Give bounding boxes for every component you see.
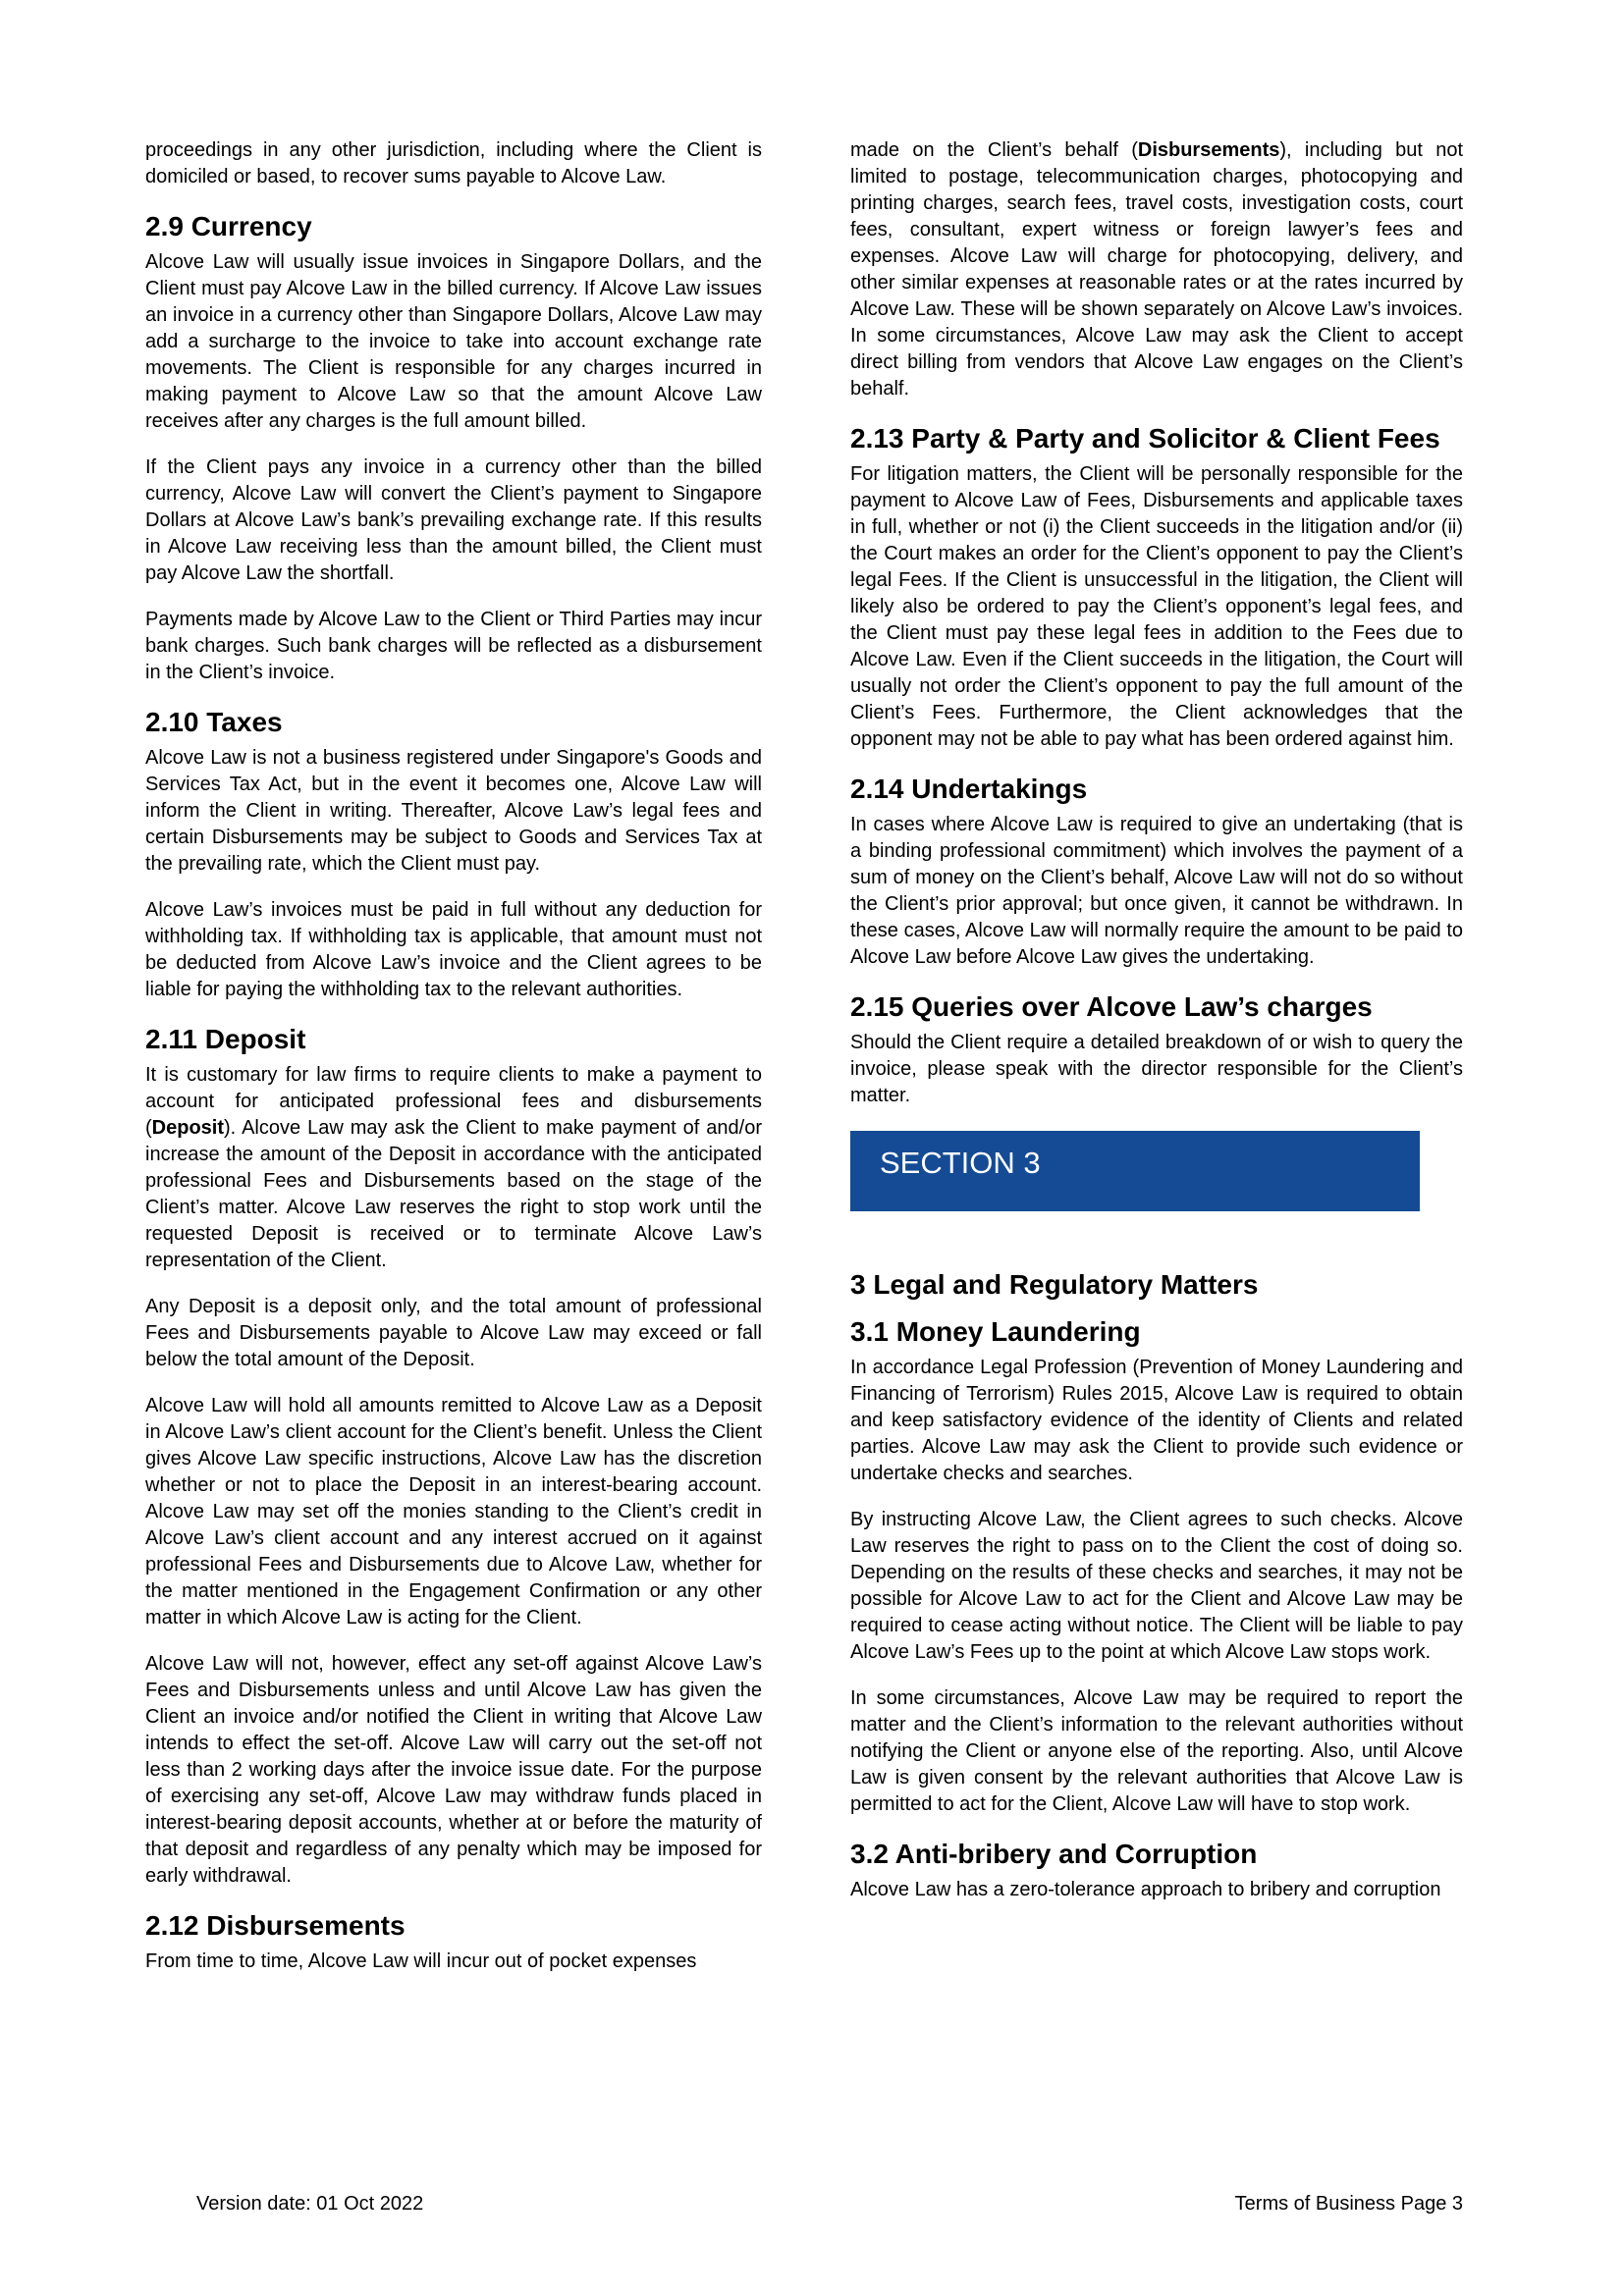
heading-2-15-queries-over-charges: 2.15 Queries over Alcove Law’s charges <box>850 991 1373 1022</box>
paragraph-deposit-1 <box>145 1062 762 1274</box>
paragraph-anti-bribery-1: Alcove Law has a zero-tolerance approach to bribery and corruption <box>850 1879 1441 1900</box>
paragraph-taxes-2: Alcove Law’s invoices must be paid in full without any deduction for withholding tax. If withholding tax is applicable, that amount must not be deducted from Alcove Law’s invoice and the Client agrees to be liable for paying the withholding tax to the relevant authorities. <box>145 899 762 1000</box>
deposit-1-pre: It is customary for law firms to require clients to make a payment to account for anticipated professional fees and disbursements ( <box>145 1064 762 1139</box>
disbursements-cont-post: ), including but not limited to postage, telecommunication charges, photocopying and printing charges, search fees, travel costs, investigation costs, court fees, consultant, expert witness or foreign lawyer’s fees and expenses. Alcove Law will charge for photocopying, delivery, and other similar expenses at reasonable rates or at the rates incurred by Alcove Law. These will be shown separately on Alcove Law’s invoices. In some circumstances, Alcove Law may ask the Client to accept direct billing from vendors that Alcove Law engages on the Client’s behalf. <box>850 139 1463 400</box>
heading-3-legal-and-regulatory-matters: 3 Legal and Regulatory Matters <box>850 1269 1259 1300</box>
paragraph-money-laundering-3: In some circumstances, Alcove Law may be required to report the matter and the Client’s information to the relevant authorities without notifying the Client or anyone else of the reporting. Also, until Alcove Law is given consent by the relevant authorities that Alcove Law is permitted to act for the Client, Alcove Law will have to stop work. <box>850 1687 1463 1815</box>
paragraph-deposit-3: Alcove Law will hold all amounts remitted to Alcove Law as a Deposit in Alcove Law’s client account for the Client’s benefit. Unless the Client gives Alcove Law specific instructions, Alcove Law has the discretion whether or not to place the Deposit in an interest-bearing account. Alcove Law may set off the monies standing to the Client’s credit in Alcove Law’s client account and any interest accrued on it against professional Fees and Disbursements due to Alcove Law, whether for the matter mentioned in the Engagement Confirmation or any other matter in which Alcove Law is acting for the Client. <box>145 1395 762 1629</box>
disbursements-cont-pre: made on the Client’s behalf ( <box>850 139 1138 161</box>
heading-2-10-taxes: 2.10 Taxes <box>145 707 283 737</box>
deposit-1-post: ). Alcove Law may ask the Client to make payment of and/or increase the amount of the Deposit in accordance with the anticipated professional Fees and Disbursements based on the stage of the Client’s matter. Alcove Law reserves the right to stop work until the requested Deposit is received or to terminate Alcove Law’s representation of the Client. <box>145 1117 762 1271</box>
section-3-banner-label: SECTION 3 <box>880 1146 1041 1180</box>
heading-3-1-money-laundering: 3.1 Money Laundering <box>850 1316 1141 1347</box>
heading-2-11-deposit: 2.11 Deposit <box>145 1024 306 1054</box>
heading-2-13-party-and-solicitor-client-fees: 2.13 Party & Party and Solicitor & Client Fees <box>850 423 1440 454</box>
heading-3-2-anti-bribery-and-corruption: 3.2 Anti-bribery and Corruption <box>850 1839 1258 1869</box>
paragraph-money-laundering-1: In accordance Legal Profession (Prevention of Money Laundering and Financing of Terrorism) Rules 2015, Alcove Law is required to obtain and keep satisfactory evidence of the identity of Clients and related parties. Alcove Law may ask the Client to provide such evidence or undertake checks and searches. <box>850 1357 1463 1484</box>
footer-page-number: Terms of Business Page 3 <box>1234 2193 1463 2215</box>
disbursements-cont-bold-term: Disbursements <box>1137 139 1280 161</box>
paragraph-currency-1: Alcove Law will usually issue invoices in Singapore Dollars, and the Client must pay Alcove Law in the billed currency. If Alcove Law issues an invoice in a currency other than Singapore Dollars, Alcove Law may add a surcharge to the invoice to take into account exchange rate movements. The Client is responsible for any charges incurred in making payment to Alcove Law so that the amount Alcove Law receives after any charges is the full amount billed. <box>145 251 762 432</box>
footer-version-date: Version date: 01 Oct 2022 <box>196 2193 424 2215</box>
paragraph-undertakings-1: In cases where Alcove Law is required to give an undertaking (that is a binding professional commitment) which involves the payment of a sum of money on the Client’s behalf, Alcove Law will not do so without the Client’s prior approval; but once given, it cannot be withdrawn. In these cases, Alcove Law will normally require the amount to be paid to Alcove Law before Alcove Law gives the undertaking. <box>850 814 1463 968</box>
paragraph-currency-3: Payments made by Alcove Law to the Client or Third Parties may incur bank charges. Such bank charges will be reflected as a disbursement in the Client’s invoice. <box>145 609 762 683</box>
paragraph-currency-2: If the Client pays any invoice in a currency other than the billed currency, Alcove Law will convert the Client’s payment to Singapore Dollars at Alcove Law’s bank’s prevailing exchange rate. If this results in Alcove Law receiving less than the amount billed, the Client must pay Alcove Law the shortfall. <box>145 456 762 584</box>
paragraph-deposit-4: Alcove Law will not, however, effect any set-off against Alcove Law’s Fees and Disbursements unless and until Alcove Law has given the Client an invoice and/or notified the Client in writing that Alcove Law intends to effect the set-off. Alcove Law will carry out the set-off not less than 2 working days after the invoice issue date. For the purpose of exercising any set-off, Alcove Law may withdraw funds placed in interest-bearing deposit accounts, whether at or before the maturity of that deposit and regardless of any penalty which may be imposed for early withdrawal. <box>145 1653 762 1887</box>
paragraph-disbursements-1: From time to time, Alcove Law will incur out of pocket expenses <box>145 1950 697 1972</box>
right-column <box>850 137 1463 1923</box>
section-3-banner <box>850 1131 1420 1211</box>
paragraph-party-fees-1: For litigation matters, the Client will be personally responsible for the payment to Alcove Law of Fees, Disbursements and applicable taxes in full, whether or not (i) the Client succeeds in the litigation and/or (ii) the Court makes an order for the Client’s opponent to pay the Client’s legal Fees. If the Client is unsuccessful in the litigation, the Client will likely also be ordered to pay the Client’s opponent’s legal fees, and the Client must pay these legal fees in addition to the Fees due to Alcove Law. Even if the Client succeeds in the litigation, the Court will usually not order the Client’s opponent to pay the full amount of the Client’s Fees. Furthermore, the Client acknowledges that the opponent may not be able to pay what has been ordered against him. <box>850 463 1463 750</box>
left-column <box>145 137 762 1995</box>
heading-2-9-currency: 2.9 Currency <box>145 211 312 241</box>
paragraph-deposit-2: Any Deposit is a deposit only, and the total amount of professional Fees and Disbursements payable to Alcove Law may exceed or fall below the total amount of the Deposit. <box>145 1296 762 1370</box>
paragraph-queries-1: Should the Client require a detailed breakdown of or wish to query the invoice, please speak with the director responsible for the Client’s matter. <box>850 1032 1463 1106</box>
paragraph-jurisdiction-continuation: proceedings in any other jurisdiction, including where the Client is domiciled or based, to recover sums payable to Alcove Law. <box>145 139 762 187</box>
deposit-1-bold-term: Deposit <box>151 1117 225 1139</box>
paragraph-taxes-1: Alcove Law is not a business registered under Singapore's Goods and Services Tax Act, but in the event it becomes one, Alcove Law will inform the Client in writing. Thereafter, Alcove Law’s legal fees and certain Disbursements may be subject to Goods and Services Tax at the prevailing rate, which the Client must pay. <box>145 747 762 875</box>
heading-2-14-undertakings: 2.14 Undertakings <box>850 774 1088 804</box>
paragraph-disbursements-continuation <box>850 137 1463 402</box>
heading-2-12-disbursements: 2.12 Disbursements <box>145 1910 406 1941</box>
paragraph-money-laundering-2: By instructing Alcove Law, the Client agrees to such checks. Alcove Law reserves the right to pass on to the Client the cost of doing so. Depending on the results of these checks and searches, it may not be possible for Alcove Law to act for the Client and Alcove Law may be required to cease acting without notice. The Client will be liable to pay Alcove Law’s Fees up to the point at which Alcove Law stops work. <box>850 1509 1463 1663</box>
